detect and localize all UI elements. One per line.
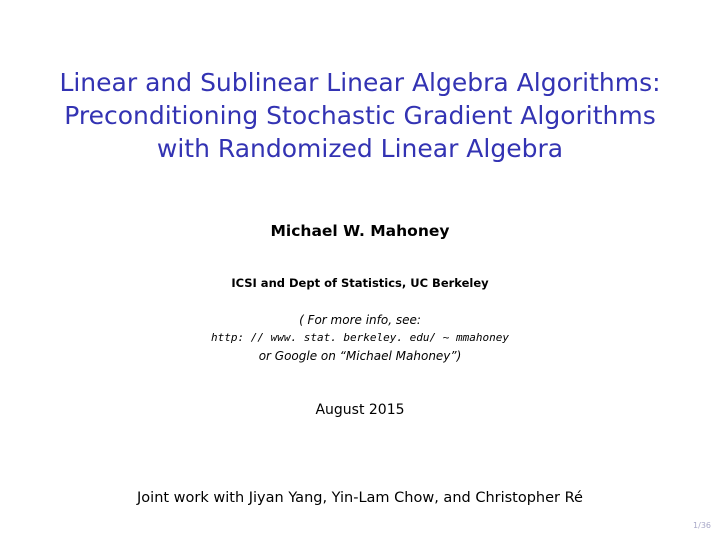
joint-work-credit: Joint work with Jiyan Yang, Yin-Lam Chow, and Christopher Ré	[137, 490, 583, 506]
info-line-google: or Google on “Michael Mahoney”)	[258, 349, 462, 363]
info-url-link[interactable]: http: // www. stat. berkeley. edu/ ~ mmahoney	[210, 331, 509, 344]
title-line-1: Linear and Sublinear Linear Algebra Algorithms:	[59, 68, 661, 97]
info-block	[0, 311, 720, 365]
page-number: 1/36	[693, 521, 711, 530]
institute: ICSI and Dept of Statistics, UC Berkeley	[231, 276, 489, 290]
info-line-intro: ( For more info, see:	[299, 313, 421, 327]
author-name: Michael W. Mahoney	[270, 222, 450, 240]
presentation-date: August 2015	[315, 402, 405, 418]
slide-title	[0, 66, 720, 165]
title-line-2: Preconditioning Stochastic Gradient Algorithms	[64, 101, 656, 130]
title-line-3: with Randomized Linear Algebra	[156, 134, 564, 163]
